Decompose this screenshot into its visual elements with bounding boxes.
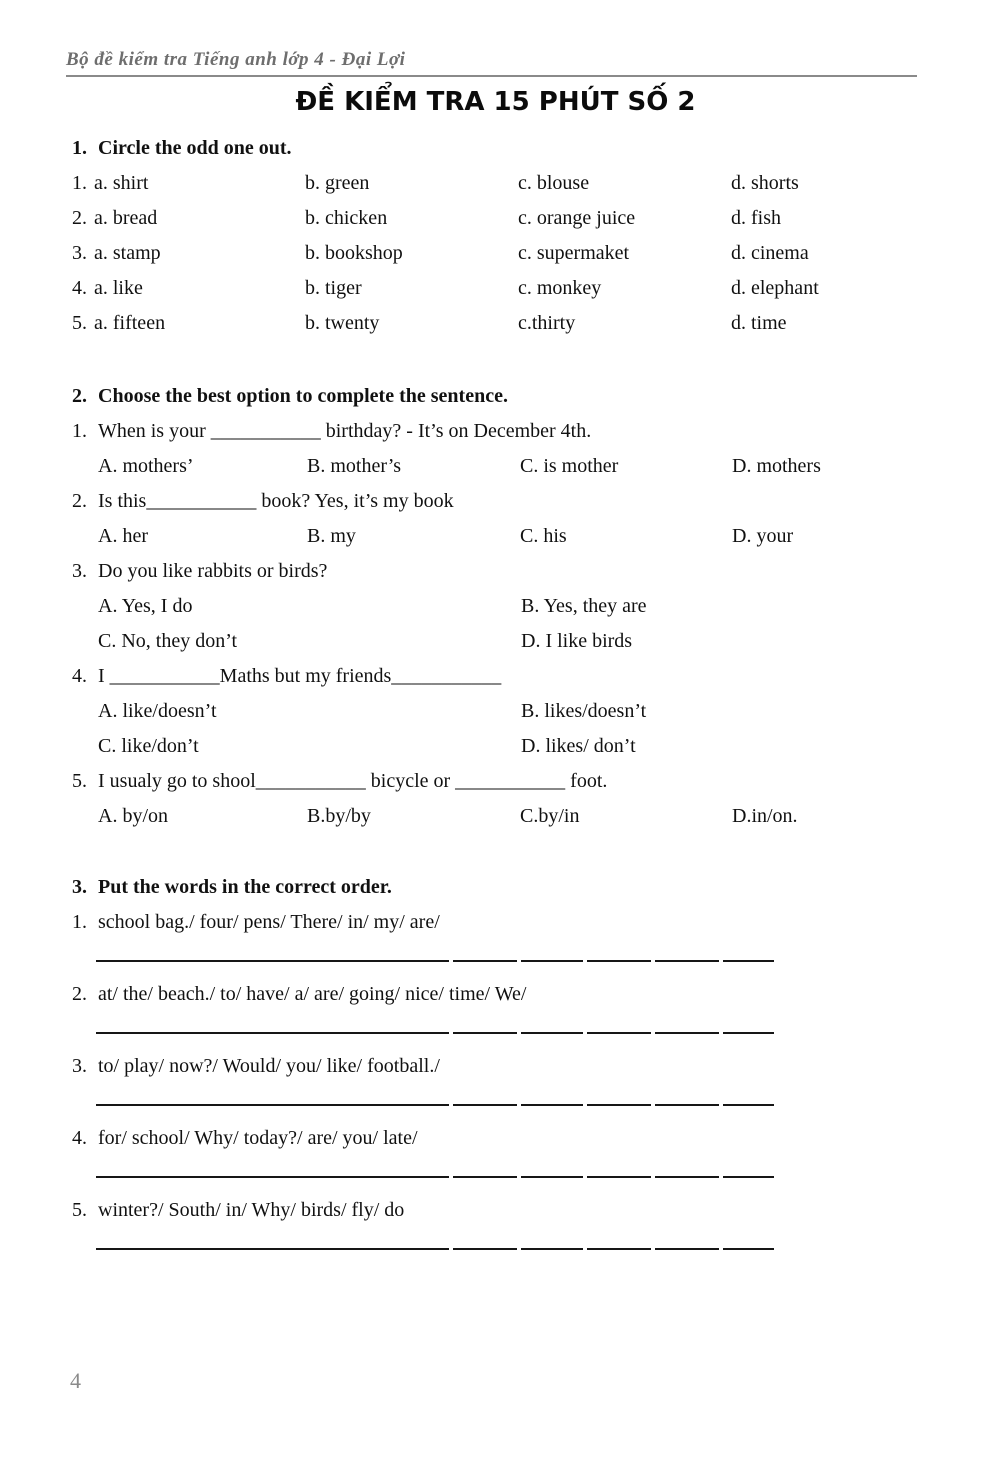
question-text: Do you like rabbits or birds?	[98, 560, 328, 582]
question-number: 5.	[72, 1199, 87, 1221]
row-cell-a	[72, 207, 305, 230]
question-line	[72, 665, 991, 688]
odd-one-out-row	[72, 172, 991, 195]
option-c: C. is mother	[520, 455, 619, 477]
row-number: 1.	[72, 172, 87, 194]
odd-one-out-row	[72, 207, 991, 230]
option-d: d. shorts	[731, 172, 799, 194]
question-line	[72, 911, 991, 934]
option-c: c. supermaket	[518, 242, 630, 264]
option-c: c.thirty	[518, 312, 576, 334]
blank-line-segment	[587, 1248, 651, 1250]
question-line	[72, 1199, 991, 1222]
blank-line-segment	[723, 960, 774, 962]
blank-line-segment	[655, 1248, 719, 1250]
option-c: c. orange juice	[518, 207, 636, 229]
odd-one-out-row	[72, 277, 991, 300]
header-divider-rule	[66, 75, 917, 77]
question-text: to/ play/ now?/ Would/ you/ like/ football./	[98, 1055, 440, 1077]
question-number: 1.	[72, 911, 87, 933]
blank-line-segment	[521, 1248, 583, 1250]
blank-line-segment	[723, 1104, 774, 1106]
section-choose-best-option	[0, 385, 991, 828]
blank-line-segment	[96, 960, 449, 962]
option-d: d. fish	[731, 207, 781, 229]
blank-line-segment	[587, 1032, 651, 1034]
question-number: 4.	[72, 665, 87, 687]
blank-line-segment	[587, 960, 651, 962]
question-line	[72, 770, 991, 793]
question-text: I usualy go to shool___________ bicycle or ___________ foot.	[98, 770, 608, 792]
test-paper-page	[0, 50, 991, 1462]
blank-line-segment	[453, 960, 517, 962]
row-cell-a	[72, 312, 305, 335]
blank-line-segment	[521, 1104, 583, 1106]
word-order-item	[0, 1199, 991, 1250]
word-order-item	[0, 983, 991, 1034]
section3-number: 3.	[72, 876, 87, 898]
answer-blank-line	[96, 960, 991, 962]
question-text: When is your ___________ birthday? - It’s on December 4th.	[98, 420, 592, 442]
section1-rows	[0, 172, 991, 335]
blank-line-segment	[521, 1032, 583, 1034]
word-order-item	[0, 911, 991, 962]
option-b: b. bookshop	[305, 242, 403, 264]
blank-line-segment	[723, 1248, 774, 1250]
option-b: B. my	[307, 525, 356, 547]
page-number: 4	[70, 1368, 81, 1393]
blank-line-segment	[723, 1176, 774, 1178]
question-text: for/ school/ Why/ today?/ are/ you/ late/	[98, 1127, 418, 1149]
question-number: 3.	[72, 1055, 87, 1077]
option-d: D. mothers	[732, 455, 821, 477]
option-b: b. twenty	[305, 312, 380, 334]
question-number: 4.	[72, 1127, 87, 1149]
answer-blank-line	[96, 1032, 991, 1034]
section-circle-odd-one-out	[0, 137, 991, 335]
option-a: a. shirt	[94, 172, 149, 194]
question-line	[72, 1055, 991, 1078]
question-text: I ___________Maths but my friends___________	[98, 665, 502, 687]
section2-heading	[72, 385, 991, 408]
answer-blank-line	[96, 1248, 991, 1250]
blank-line-segment	[587, 1104, 651, 1106]
option-d: d. time	[731, 312, 787, 334]
blank-line-segment	[521, 1176, 583, 1178]
option-b: B.by/by	[307, 805, 371, 827]
blank-line-segment	[655, 1032, 719, 1034]
option-a: A. like/doesn’t	[98, 700, 217, 722]
option-a: a. bread	[94, 207, 158, 229]
question-line	[72, 490, 991, 513]
option-b: b. tiger	[305, 277, 362, 299]
option-a: a. stamp	[94, 242, 161, 264]
option-c: C. No, they don’t	[98, 630, 238, 652]
word-order-item	[0, 1127, 991, 1178]
question-number: 1.	[72, 420, 87, 442]
option-c: C. like/don’t	[98, 735, 199, 757]
option-b: b. chicken	[305, 207, 388, 229]
blank-line-segment	[655, 960, 719, 962]
blank-line-segment	[453, 1104, 517, 1106]
row-number: 4.	[72, 277, 87, 299]
options-grid	[98, 700, 991, 758]
section-word-order	[0, 876, 991, 1250]
row-cell-a	[72, 277, 305, 300]
option-b: b. green	[305, 172, 370, 194]
question-line	[72, 1127, 991, 1150]
option-a: A. by/on	[98, 805, 168, 827]
option-b: B. likes/doesn’t	[521, 700, 647, 722]
question-text: Is this___________ book? Yes, it’s my book	[98, 490, 454, 512]
question-number: 3.	[72, 560, 87, 582]
odd-one-out-row	[72, 242, 991, 265]
blank-line-segment	[521, 960, 583, 962]
blank-line-segment	[453, 1176, 517, 1178]
section3-heading	[72, 876, 991, 899]
answer-blank-line	[96, 1176, 991, 1178]
section1-heading-text: Circle the odd one out.	[98, 137, 292, 159]
section2-number: 2.	[72, 385, 87, 407]
option-d: D. I like birds	[521, 630, 633, 652]
blank-line-segment	[587, 1176, 651, 1178]
blank-line-segment	[723, 1032, 774, 1034]
option-c: c. blouse	[518, 172, 590, 194]
question-number: 2.	[72, 490, 87, 512]
odd-one-out-row	[72, 312, 991, 335]
options-row	[98, 455, 991, 478]
blank-line-segment	[655, 1104, 719, 1106]
question-text: at/ the/ beach./ to/ have/ a/ are/ going/ nice/ time/ We/	[98, 983, 527, 1005]
question-line	[72, 420, 991, 443]
word-order-item	[0, 1055, 991, 1106]
blank-line-segment	[96, 1176, 449, 1178]
option-b: B. mother’s	[307, 455, 402, 477]
blank-line-segment	[96, 1032, 449, 1034]
option-d: D. your	[732, 525, 794, 547]
row-number: 2.	[72, 207, 87, 229]
answer-blank-line	[96, 1104, 991, 1106]
section3-heading-text: Put the words in the correct order.	[98, 876, 392, 898]
option-a: A. her	[98, 525, 148, 547]
question-line	[72, 983, 991, 1006]
option-c: C. his	[520, 525, 567, 547]
booklet-header: Bộ đề kiểm tra Tiếng anh lớp 4 - Đại Lợi	[66, 49, 406, 70]
option-a: a. fifteen	[94, 312, 166, 334]
option-d: D.in/on.	[732, 805, 798, 827]
option-d: d. elephant	[731, 277, 819, 299]
option-c: c. monkey	[518, 277, 602, 299]
options-row	[98, 525, 991, 548]
option-c: C.by/in	[520, 805, 580, 827]
question-number: 2.	[72, 983, 87, 1005]
section1-number: 1.	[72, 137, 87, 159]
row-cell-a	[72, 172, 305, 195]
options-row	[98, 805, 991, 828]
page-title: ĐỀ KIỂM TRA 15 PHÚT SỐ 2	[295, 87, 696, 117]
blank-line-segment	[453, 1248, 517, 1250]
row-number: 3.	[72, 242, 87, 264]
blank-line-segment	[96, 1248, 449, 1250]
blank-line-segment	[453, 1032, 517, 1034]
row-cell-a	[72, 242, 305, 265]
blank-line-segment	[96, 1104, 449, 1106]
question-line	[72, 560, 991, 583]
option-a: A. Yes, I do	[98, 595, 193, 617]
option-d: d. cinema	[731, 242, 809, 264]
row-number: 5.	[72, 312, 87, 334]
option-b: B. Yes, they are	[521, 595, 647, 617]
section1-heading	[72, 137, 991, 160]
question-text: school bag./ four/ pens/ There/ in/ my/ are/	[98, 911, 440, 933]
blank-line-segment	[655, 1176, 719, 1178]
question-number: 5.	[72, 770, 87, 792]
option-a: A. mothers’	[98, 455, 194, 477]
option-a: a. like	[94, 277, 143, 299]
option-d: D. likes/ don’t	[521, 735, 636, 757]
options-grid	[98, 595, 991, 653]
section2-heading-text: Choose the best option to complete the sentence.	[98, 385, 508, 407]
question-text: winter?/ South/ in/ Why/ birds/ fly/ do	[98, 1199, 405, 1221]
